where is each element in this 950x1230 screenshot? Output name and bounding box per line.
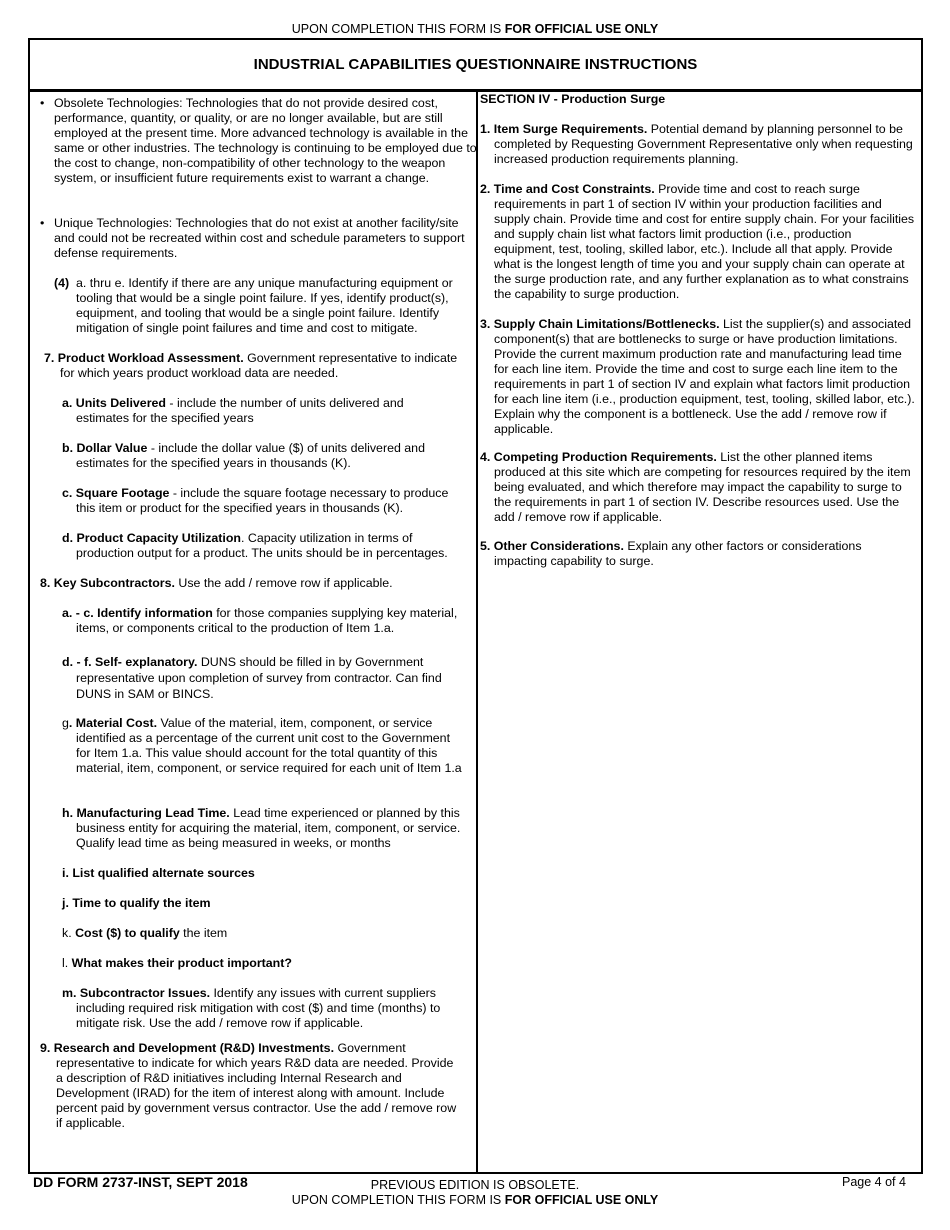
section-8m-heading: m. Subcontractor Issues. — [62, 986, 211, 1000]
surge-item-3 — [480, 317, 915, 437]
section-8 — [40, 576, 460, 591]
obsolete-technologies-item — [40, 96, 479, 186]
section-7-heading: 7. Product Workload Assessment. — [44, 351, 244, 365]
section-8k-text: the item — [179, 926, 228, 940]
section-7a-heading: a. Units Delivered — [62, 396, 166, 410]
section-8k-heading: Cost ($) to qualify — [75, 926, 180, 940]
item-4-number: (4) — [54, 276, 70, 290]
section-7b-heading: b. Dollar Value — [62, 441, 148, 455]
page-number: Page 4 of 4 — [842, 1175, 906, 1189]
section-8i: i. List qualified alternate sources — [62, 866, 255, 880]
section-8l-letter: l. — [62, 956, 72, 970]
bullet-icon: • — [40, 216, 45, 230]
section-7d — [62, 531, 462, 561]
bottom-banner-prefix: UPON COMPLETION THIS FORM IS — [291, 1193, 505, 1207]
section-8m — [62, 986, 462, 1031]
section-8h-text: Lead time experienced or planned by this business entity for acquiring the material, item, component, or service. Qualify lead time as being measured in weeks, or months — [76, 806, 461, 850]
surge-item-3-text: List the supplier(s) and associated component(s) that are bottlenecks to surge or have production limitations. Provide the current maximum production rate and manufacturing lead time for each line item. Provide the time and cost to surge each line item to the requirements in part 1 of section IV and explain what factors limit production for each line item (i.e., production equipment, test, tooling, skilled labor, etc.). Explain why the component is a bottleneck. Use the add / remove row if applicable. — [494, 317, 915, 436]
section-7b-text: - include the dollar value ($) of units delivered and estimates for the specified years in thousands (K). — [76, 441, 425, 470]
surge-item-1-text: Potential demand by planning personnel to be completed by Requesting Government Representative only when requesting increased production requirements planning. — [494, 122, 913, 166]
surge-item-5-heading: 5. Other Considerations. — [480, 539, 624, 553]
section-8l — [62, 956, 292, 971]
section-9-heading: 9. Research and Development (R&D) Investments. — [40, 1041, 335, 1055]
section-7c-text: - include the square footage necessary to produce this item or product for the specified years in thousands (K). — [76, 486, 449, 515]
section-8g-text: Value of the material, item, component, or service identified as a percentage of the current unit cost to the Government for Item 1.a. This value should account for the total quantity of this material, item, component, or service required for each unit of Item 1.a — [76, 716, 462, 775]
section-8-heading: 8. Key Subcontractors. — [40, 576, 175, 590]
item-4 — [54, 276, 466, 336]
banner-prefix: UPON COMPLETION THIS FORM IS — [291, 22, 505, 36]
section-8m-text: Identify any issues with current suppliers including required risk mitigation with cost ($) and time (months) to mitigate risk. Use the add / remove row if applicable. — [76, 986, 441, 1030]
surge-item-1-heading: 1. Item Surge Requirements. — [480, 122, 648, 136]
section-8h-heading: h. Manufacturing Lead Time. — [62, 806, 230, 820]
surge-item-2 — [480, 182, 915, 302]
surge-item-5 — [480, 539, 915, 569]
section-9-text: Government representative to indicate for which years R&D data are needed. Provide a description of R&D initiatives including Internal Research and Development (IRAD) for the item of interest along with amount. Include percent paid by government versus contractor. Use the add / remove row if applicable. — [56, 1041, 457, 1130]
section-7 — [44, 351, 464, 381]
section-8l-heading: What makes their product important? — [71, 956, 292, 970]
section-7a — [62, 396, 454, 426]
section-7c — [62, 486, 462, 516]
surge-item-1 — [480, 122, 915, 167]
surge-item-4-heading: 4. Competing Production Requirements. — [480, 450, 717, 464]
section-9 — [40, 1041, 460, 1131]
previous-edition-note: PREVIOUS EDITION IS OBSOLETE. — [370, 1178, 580, 1192]
banner-bold: FOR OFFICIAL USE ONLY — [504, 22, 659, 36]
form-frame — [28, 38, 923, 1174]
official-use-banner-bottom — [0, 1193, 950, 1208]
unique-technologies-item — [40, 216, 479, 261]
surge-item-4-text: List the other planned items produced at this site which are competing for resources required by the item being evaluated, and which therefore may impact the capability to surge to the requirements in part 1 of section IV. Describe resources used. Use the add / remove row if applicable. — [494, 450, 911, 524]
surge-item-2-heading: 2. Time and Cost Constraints. — [480, 182, 655, 196]
unique-technologies-text: Unique Technologies: Technologies that do not exist at another facility/site and could not be recreated within cost and schedule parameters to support defense requirements. — [54, 216, 465, 260]
item-4-text: a. thru e. Identify if there are any unique manufacturing equipment or tooling that would be a single point failure. If yes, identify product(s), equipment, and tooling that would be a single point failure. Identify mitigation of single point failures and time and cost to mitigate. — [76, 276, 453, 335]
section-8k-letter: k. — [62, 926, 76, 940]
section-8a-c-heading: a. - c. Identify information — [62, 606, 213, 620]
section-7d-text: . Capacity utilization in terms of production output for a product. The units should be in percentages. — [76, 531, 448, 560]
section-8d-f — [62, 654, 462, 702]
section-7c-heading: c. Square Footage — [62, 486, 170, 500]
section-7a-text: - include the number of units delivered and estimates for the specified years — [76, 396, 404, 425]
section-7-text: Government representative to indicate for which years product workload data are needed. — [60, 351, 458, 380]
bullet-icon: • — [40, 96, 45, 110]
surge-item-5-text: Explain any other factors or considerations impacting capability to surge. — [494, 539, 862, 568]
page-title: INDUSTRIAL CAPABILITIES QUESTIONNAIRE INSTRUCTIONS — [30, 40, 921, 92]
section-8g-heading: . Material Cost. — [68, 716, 158, 730]
surge-item-3-heading: 3. Supply Chain Limitations/Bottlenecks. — [480, 317, 720, 331]
official-use-banner-top — [0, 22, 950, 37]
section-8g — [62, 716, 462, 776]
surge-item-2-text: Provide time and cost to reach surge requirements in part 1 of section IV within your production facilities and supply chain. Provide time and cost for entire supply chain. For your facilities and supply chain list what factors limit production (i.e., production equipment, test, tooling, skilled labor, etc.). Include all that apply. Provide what is the longest length of time you and your supply chain can operate at the surge production rate, and any further explanation as to what constrains the capability to surge production. — [494, 182, 915, 301]
section-8-text: Use the add / remove row if applicable. — [174, 576, 393, 590]
bottom-banner-bold: FOR OFFICIAL USE ONLY — [504, 1193, 659, 1207]
section-8h — [62, 806, 470, 851]
section-8a-c — [62, 606, 470, 636]
section-8g-letter: g — [62, 716, 69, 730]
section-8d-f-heading: d. - f. Self- explanatory. — [62, 655, 198, 669]
obsolete-technologies-text: Obsolete Technologies: Technologies that do not provide desired cost, performance, quantity, or quality, or are no longer available, but are still employed at the present time. More advanced technology is available in the same or other industries. The technology is continuing to be employed due to the cost to change, non-compatibility of other technology to the weapon system, or insufficient future requirements exist to warrant a change. — [54, 96, 477, 185]
section-7d-heading: d. Product Capacity Utilization — [62, 531, 241, 545]
section-8j: j. Time to qualify the item — [62, 896, 211, 910]
section-iv-heading: SECTION IV - Production Surge — [480, 92, 666, 106]
form-id: DD FORM 2737-INST, SEPT 2018 — [33, 1174, 248, 1190]
section-8d-f-text: DUNS should be filled in by Government representative upon completion of survey from contractor. Can find DUNS in SAM or BINCS. — [76, 655, 442, 701]
section-8k — [62, 926, 227, 941]
section-8a-c-text: for those companies supplying key material, items, or components critical to the production of Item 1.a. — [76, 606, 458, 635]
section-7b — [62, 441, 462, 471]
surge-item-4 — [480, 450, 915, 525]
